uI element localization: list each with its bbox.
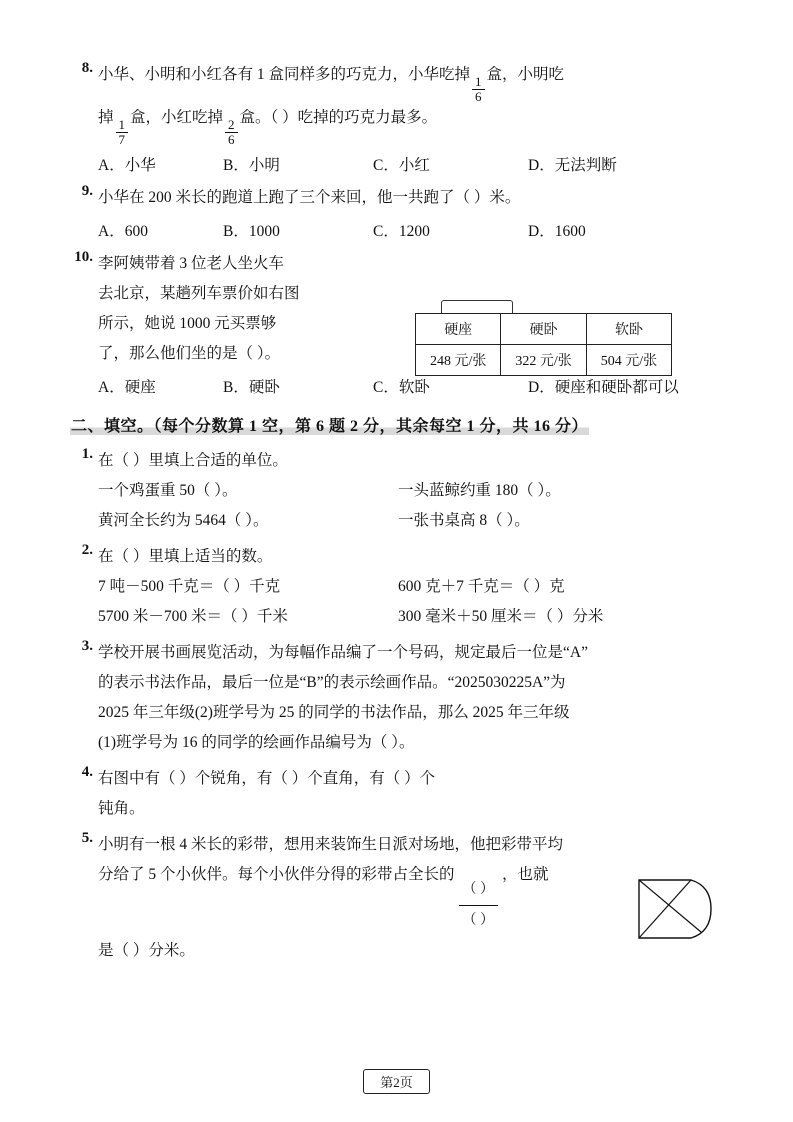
fraction-1-6: $\frac{1}{6}$: [472, 75, 485, 103]
question-8-options: [98, 153, 723, 175]
item-4-line-1: 右图中有（ ）个锐角，有（ ）个直角，有（ ）个: [98, 769, 436, 787]
item-3-line-3: 2025 年三年级(2)班学号为 25 的同学的书法作品，那么 2025 年三年级: [98, 703, 570, 721]
train-fare-table: [415, 313, 672, 376]
option-d[interactable]: D．无法判断: [528, 156, 617, 174]
q8-text-3: 掉: [98, 109, 114, 127]
question-8-line-2: [98, 103, 723, 146]
item-number: 4.: [81, 763, 93, 780]
fill-item-1: [70, 446, 723, 536]
train-fare-figure: [415, 300, 715, 376]
item-1-row-2: [98, 506, 723, 536]
item-3-line-2: 的表示书法作品，最后一位是“B”的表示绘画作品。“2025030225A”为: [98, 673, 566, 691]
option-b[interactable]: B．小明: [223, 156, 280, 174]
item-5-line-2: [98, 860, 723, 936]
price-soft-sleeper: 504 元/张: [586, 345, 671, 376]
section-2-title: 二、填空。（每个分数算 1 空，第 6 题 2 分，其余每空 1 分，共 16 分）: [71, 417, 589, 435]
table-row: [416, 345, 672, 376]
question-10-options: [98, 375, 723, 397]
question-9-text: 小华在 200 米长的跑道上跑了三个来回，他一共跑了（ ）米。: [98, 188, 521, 206]
item-1-stem: 在（ ）里填上合适的单位。: [98, 451, 288, 469]
q10-line-2: 去北京，某趟列车票价如右图: [98, 284, 300, 302]
question-number: 9.: [81, 182, 93, 199]
item-number: 1.: [81, 445, 93, 462]
item-5-line-3: 是（ ）分米。: [98, 941, 195, 959]
item-number: 2.: [81, 541, 93, 558]
item-3-line-4: (1)班学号为 16 的同学的绘画作品编号为（ ）。: [98, 733, 415, 751]
section-2-heading: [70, 413, 723, 436]
item-number: 5.: [81, 829, 93, 846]
item-body: [98, 638, 723, 758]
option-d[interactable]: D．1600: [528, 222, 586, 240]
fill-item-4: [70, 764, 723, 824]
item-5-line-1: 小明有一根 4 米长的彩带，想用来装饰生日派对场地，他把彩带平均: [98, 835, 564, 853]
option-c[interactable]: C．软卧: [373, 378, 430, 396]
question-number: 10.: [74, 248, 93, 265]
option-d[interactable]: D．硬座和硬卧都可以: [528, 378, 679, 396]
option-a[interactable]: A．600: [98, 222, 148, 240]
option-c[interactable]: C．小红: [373, 156, 430, 174]
figure-tab: [441, 300, 513, 313]
question-9: [70, 183, 723, 213]
item-1-sub-1: 一个鸡蛋重 50（ ）。: [98, 481, 238, 499]
option-c[interactable]: C．1200: [373, 222, 430, 240]
price-hard-sleeper: 322 元/张: [501, 345, 586, 376]
q10-line-4: 了，那么他们坐的是（ ）。: [98, 344, 281, 362]
item-number: 3.: [81, 637, 93, 654]
q10-line-1: 李阿姨带着 3 位老人坐火车: [98, 254, 285, 272]
answer-fraction: $\frac{( )}{( )}$: [459, 875, 499, 936]
item-body: [98, 542, 723, 632]
item-body: [98, 764, 723, 824]
page-number: 第2页: [363, 1069, 430, 1094]
item-1-sub-3: 黄河全长约为 5464（ ）。: [98, 511, 269, 529]
fill-item-2: [70, 542, 723, 632]
item-2-sub-3: 5700 米－700 米＝（ ）千米: [98, 607, 288, 625]
page-footer: [0, 1069, 793, 1094]
question-8: [70, 60, 723, 147]
option-b[interactable]: B．1000: [223, 222, 280, 240]
option-b[interactable]: B．硬卧: [223, 378, 280, 396]
item-body: [98, 830, 723, 966]
item-5-text-3: ，也就: [502, 865, 549, 883]
q8-text-2: 盒，小明吃: [486, 66, 565, 83]
header-soft-sleeper: 软卧: [586, 314, 671, 345]
item-2-sub-4: 300 毫米＋50 厘米＝（ ）分米: [398, 607, 604, 625]
fraction-2-6: $\frac{2}{6}$: [225, 118, 238, 146]
item-4-line-2: 钝角。: [98, 799, 145, 817]
item-2-row-1: [98, 572, 723, 602]
item-1-row-1: [98, 476, 723, 506]
table-header-row: [416, 314, 672, 345]
question-9-options: [98, 219, 723, 241]
price-hard-seat: 248 元/张: [416, 345, 501, 376]
question-body: [98, 60, 723, 147]
item-2-sub-2: 600 克＋7 千克＝（ ）克: [398, 577, 565, 595]
item-2-sub-1: 7 吨－500 千克＝（ ）千克: [98, 577, 281, 595]
item-2-row-2: [98, 602, 723, 632]
q10-line-3: 所示，她说 1000 元买票够: [98, 314, 277, 332]
question-number: 8.: [81, 60, 93, 76]
fill-item-3: [70, 638, 723, 758]
option-a[interactable]: A．硬座: [98, 378, 156, 396]
question-body: [98, 183, 723, 213]
q8-text-4: 盒，小红吃掉: [130, 109, 224, 127]
option-a[interactable]: A．小华: [98, 156, 156, 174]
item-1-sub-4: 一张书桌高 8（ ）。: [398, 511, 530, 529]
question-8-line-1: [98, 60, 723, 103]
q8-text-1: 小华、小明和小红各有 1 盒同样多的巧克力，小华吃掉: [98, 66, 471, 83]
angle-shape-svg: [635, 876, 715, 942]
item-2-stem: 在（ ）里填上适当的数。: [98, 547, 273, 565]
fraction-1-7: $\frac{1}{7}$: [116, 118, 129, 146]
header-hard-seat: 硬座: [416, 314, 501, 345]
item-1-sub-2: 一头蓝鲸约重 180（ ）。: [398, 481, 561, 499]
header-hard-sleeper: 硬卧: [501, 314, 586, 345]
fill-item-5: [70, 830, 723, 966]
angle-figure: [635, 876, 715, 947]
item-3-line-1: 学校开展书画展览活动，为每幅作品编了一个号码，规定最后一位是“A”: [98, 643, 588, 661]
q8-text-5: 盒。（ ）吃掉的巧克力最多。: [239, 109, 438, 127]
item-body: [98, 446, 723, 536]
item-5-text-2: 分给了 5 个小伙伴。每个小伙伴分得的彩带占全长的: [98, 865, 455, 883]
